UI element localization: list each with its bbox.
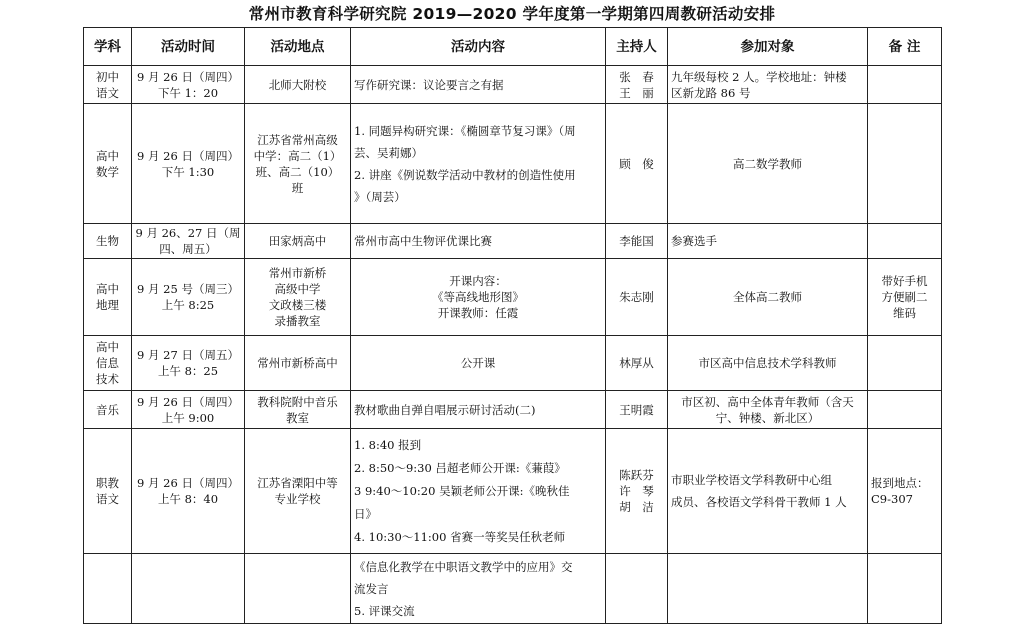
table-row bbox=[84, 391, 942, 429]
host-line: 王明霞 bbox=[619, 402, 654, 417]
host-line: 顾 俊 bbox=[619, 156, 654, 171]
header-subject: 学科 bbox=[84, 28, 132, 66]
subject-line: 技术 bbox=[96, 372, 119, 386]
place-line: 班、高二（10） bbox=[255, 164, 340, 179]
subject-line: 数学 bbox=[96, 164, 119, 179]
time-line: 9 月 26 日（周四） bbox=[137, 69, 239, 84]
audience-line: 全体高二教师 bbox=[733, 290, 802, 304]
time-line: 9 月 26 日（周四） bbox=[137, 476, 239, 490]
schedule-body bbox=[84, 66, 942, 624]
header-content: 活动内容 bbox=[351, 28, 606, 66]
time-line: 下午 1：20 bbox=[157, 85, 219, 100]
audience-line: 市职业学校语文学科教研中心组 bbox=[671, 473, 832, 487]
place-line: 教科院附中音乐 bbox=[257, 394, 338, 409]
time-line: 上午 8：25 bbox=[157, 364, 219, 378]
subject-cell bbox=[84, 336, 132, 391]
host-cell bbox=[606, 104, 668, 224]
time-line: 9 月 27 日（周五） bbox=[137, 348, 239, 362]
time-cell bbox=[132, 336, 245, 391]
content-line: 流发言 bbox=[354, 582, 389, 596]
time-cell bbox=[132, 554, 245, 624]
content-line: 常州市高中生物评优课比赛 bbox=[354, 234, 492, 248]
content-cell bbox=[351, 391, 606, 429]
audience-line: 区新龙路 86 号 bbox=[671, 85, 751, 100]
place-line: 文政楼三楼 bbox=[268, 298, 327, 312]
time-cell bbox=[132, 391, 245, 429]
note-cell bbox=[868, 336, 942, 391]
audience-cell bbox=[668, 224, 868, 259]
header-note: 备 注 bbox=[868, 28, 942, 66]
place-line: 江苏省溧阳中等 bbox=[257, 476, 338, 490]
place-cell bbox=[245, 224, 351, 259]
audience-line: 市区初、高中全体青年教师（含天 bbox=[681, 394, 854, 409]
host-line: 林厚从 bbox=[619, 356, 654, 370]
audience-line: 成员、各校语文学科骨干教师 1 人 bbox=[671, 495, 847, 509]
note-cell bbox=[868, 259, 942, 336]
content-cell bbox=[351, 429, 606, 554]
note-cell bbox=[868, 391, 942, 429]
host-cell bbox=[606, 224, 668, 259]
table-row bbox=[84, 554, 942, 624]
audience-cell bbox=[668, 429, 868, 554]
audience-cell bbox=[668, 391, 868, 429]
table-row bbox=[84, 259, 942, 336]
host-line: 张 春 bbox=[619, 69, 654, 84]
place-cell bbox=[245, 391, 351, 429]
content-line: 3 9:40～10:20 吴颖老师公开课:《晚秋佳 bbox=[354, 483, 570, 498]
time-line: 下午 1:30 bbox=[161, 164, 215, 179]
time-line: 上午 9:00 bbox=[161, 410, 215, 425]
place-line: 专业学校 bbox=[274, 492, 321, 506]
time-cell bbox=[132, 259, 245, 336]
time-line: 9 月 26 日（周四） bbox=[137, 394, 239, 409]
content-line: 《信息化教学在中职语文教学中的应用》交 bbox=[354, 560, 573, 574]
subject-line: 生物 bbox=[96, 234, 119, 248]
audience-line: 市区高中信息技术学科教师 bbox=[698, 356, 837, 370]
content-line: 4. 10:30～11:00 省赛一等奖吴任秋老师 bbox=[354, 529, 566, 544]
subject-cell bbox=[84, 429, 132, 554]
content-line: 2. 讲座《例说数学活动中教材的创造性使用 bbox=[354, 167, 576, 182]
host-line: 王 丽 bbox=[619, 85, 654, 100]
host-cell bbox=[606, 336, 668, 391]
content-line: 《等高线地形图》 bbox=[432, 290, 524, 304]
subject-line: 语文 bbox=[96, 85, 119, 100]
header-time: 活动时间 bbox=[132, 28, 245, 66]
time-cell bbox=[132, 104, 245, 224]
subject-cell bbox=[84, 259, 132, 336]
note-cell bbox=[868, 554, 942, 624]
subject-line: 信息 bbox=[96, 356, 119, 370]
host-cell bbox=[606, 259, 668, 336]
audience-cell bbox=[668, 104, 868, 224]
subject-cell bbox=[84, 224, 132, 259]
content-line: 1. 8:40 报到 bbox=[354, 437, 422, 452]
content-line: 》（周芸） bbox=[354, 189, 406, 204]
place-line: 中学：高二（1） bbox=[253, 148, 342, 163]
subject-line: 语文 bbox=[96, 492, 119, 506]
content-cell bbox=[351, 336, 606, 391]
host-line: 胡 洁 bbox=[619, 500, 654, 514]
audience-line: 参赛选手 bbox=[671, 234, 717, 248]
time-cell bbox=[132, 66, 245, 104]
table-row bbox=[84, 66, 942, 104]
audience-cell bbox=[668, 66, 868, 104]
time-line: 上午 8：40 bbox=[157, 492, 219, 506]
place-line: 江苏省常州高级 bbox=[257, 132, 338, 147]
content-line: 教材歌曲自弹自唱展示研讨活动(二) bbox=[354, 402, 536, 417]
place-line: 田家炳高中 bbox=[268, 234, 327, 248]
content-line: 开课内容： bbox=[449, 274, 507, 288]
table-row bbox=[84, 336, 942, 391]
content-line: 写作研究课：议论要言之有据 bbox=[354, 77, 504, 92]
note-line: 维码 bbox=[893, 306, 916, 320]
subject-line: 高中 bbox=[96, 282, 119, 296]
host-line: 陈跃芬 bbox=[619, 468, 654, 482]
subject-cell bbox=[84, 104, 132, 224]
note-line: 方便刷二 bbox=[881, 290, 928, 304]
table-row bbox=[84, 224, 942, 259]
time-cell bbox=[132, 224, 245, 259]
audience-cell bbox=[668, 336, 868, 391]
content-cell bbox=[351, 104, 606, 224]
content-line: 日》 bbox=[354, 506, 377, 521]
subject-line: 地理 bbox=[96, 298, 119, 312]
note-cell bbox=[868, 224, 942, 259]
place-cell bbox=[245, 336, 351, 391]
time-line: 9 月 25 号（周三） bbox=[137, 282, 239, 296]
time-line: 9 月 26、27 日（周 bbox=[135, 226, 241, 240]
content-line: 公开课 bbox=[460, 356, 496, 370]
content-cell bbox=[351, 66, 606, 104]
content-line: 开课教师：任霞 bbox=[437, 306, 519, 320]
audience-cell bbox=[668, 554, 868, 624]
header-row bbox=[84, 28, 942, 66]
place-line: 高级中学 bbox=[274, 282, 321, 296]
note-line: 报到地点： bbox=[871, 476, 929, 490]
header-host: 主持人 bbox=[606, 28, 668, 66]
subject-cell bbox=[84, 66, 132, 104]
place-cell bbox=[245, 259, 351, 336]
time-line: 9 月 26 日（周四） bbox=[137, 148, 239, 163]
content-cell bbox=[351, 224, 606, 259]
audience-line: 九年级每校 2 人。学校地址：钟楼 bbox=[671, 69, 847, 84]
host-cell bbox=[606, 429, 668, 554]
subject-cell bbox=[84, 554, 132, 624]
subject-line: 高中 bbox=[96, 148, 119, 163]
table-row bbox=[84, 104, 942, 224]
content-line: 芸、吴莉娜） bbox=[354, 145, 423, 160]
place-cell bbox=[245, 104, 351, 224]
place-line: 教室 bbox=[286, 410, 309, 425]
schedule-table bbox=[83, 27, 942, 624]
host-line: 李能国 bbox=[619, 234, 654, 248]
audience-cell bbox=[668, 259, 868, 336]
subject-line: 音乐 bbox=[96, 402, 119, 417]
subject-line: 职教 bbox=[96, 476, 119, 490]
host-line: 许 琴 bbox=[619, 484, 654, 498]
subject-line: 高中 bbox=[96, 340, 119, 354]
header-audience: 参加对象 bbox=[668, 28, 868, 66]
host-cell bbox=[606, 554, 668, 624]
place-line: 班 bbox=[291, 180, 304, 195]
note-line: C9-307 bbox=[871, 492, 913, 506]
content-cell bbox=[351, 554, 606, 624]
content-cell bbox=[351, 259, 606, 336]
place-line: 常州市新桥高中 bbox=[257, 356, 338, 370]
time-cell bbox=[132, 429, 245, 554]
note-cell bbox=[868, 429, 942, 554]
audience-line: 宁、钟楼、新北区） bbox=[715, 410, 820, 425]
content-line: 1. 同题异构研究课：《椭圆章节复习课》（周 bbox=[354, 123, 576, 138]
time-line: 四、周五） bbox=[159, 242, 217, 256]
table-row bbox=[84, 429, 942, 554]
header-place: 活动地点 bbox=[245, 28, 351, 66]
note-line: 带好手机 bbox=[881, 274, 928, 288]
subject-cell bbox=[84, 391, 132, 429]
note-cell bbox=[868, 66, 942, 104]
audience-line: 高二数学教师 bbox=[733, 156, 802, 171]
place-line: 北师大附校 bbox=[268, 77, 327, 92]
content-line: 5. 评课交流 bbox=[354, 604, 415, 618]
subject-line: 初中 bbox=[96, 69, 119, 84]
host-cell bbox=[606, 66, 668, 104]
place-cell bbox=[245, 66, 351, 104]
page-title: 常州市教育科学研究院 2019—2020 学年度第一学期第四周教研活动安排 bbox=[248, 5, 776, 23]
note-cell bbox=[868, 104, 942, 224]
host-line: 朱志刚 bbox=[619, 290, 654, 304]
place-cell bbox=[245, 554, 351, 624]
host-cell bbox=[606, 391, 668, 429]
time-line: 上午 8:25 bbox=[161, 298, 215, 312]
place-cell bbox=[245, 429, 351, 554]
place-line: 录播教室 bbox=[274, 314, 321, 328]
content-line: 2. 8:50～9:30 吕超老师公开课:《蒹葭》 bbox=[354, 460, 566, 475]
place-line: 常州市新桥 bbox=[268, 266, 327, 280]
